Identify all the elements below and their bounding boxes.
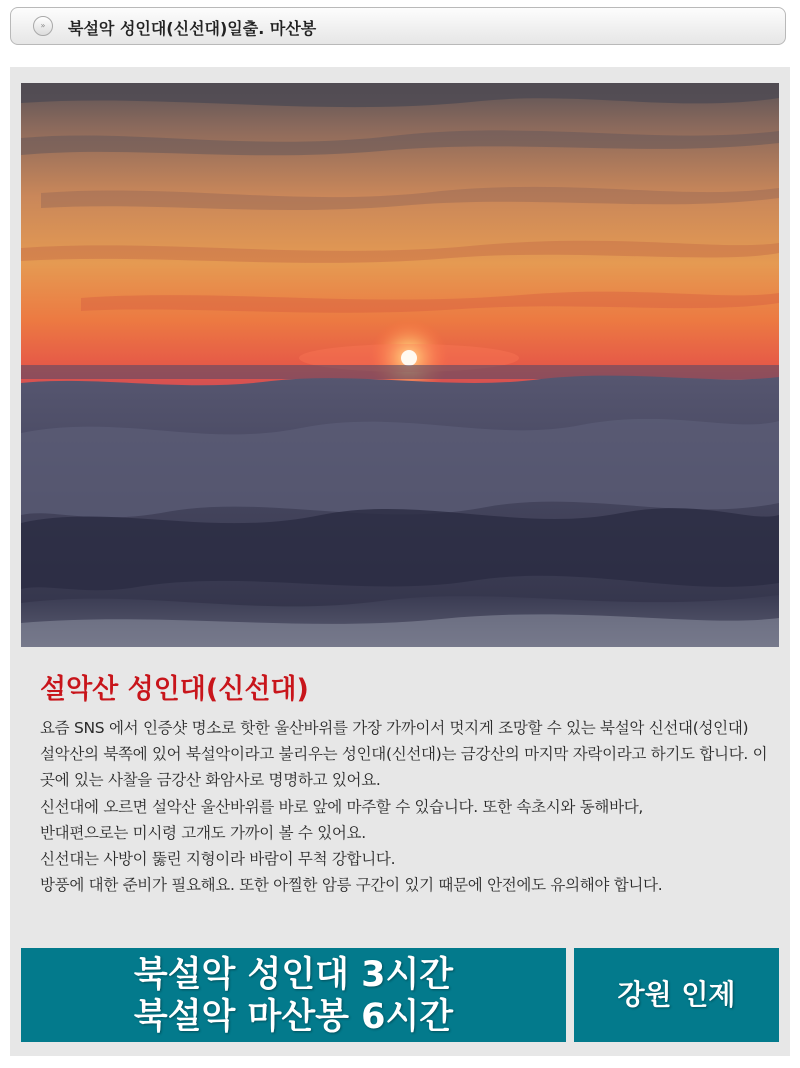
article-paragraph: 신선대는 사방이 뚫린 지형이라 바람이 무척 강합니다. bbox=[40, 850, 396, 869]
page-title: 북설악 성인대(신선대)일출. 마산봉 bbox=[68, 19, 317, 38]
article-heading: 설악산 성인대(신선대) bbox=[40, 674, 309, 705]
region-banner: 강원 인제 bbox=[574, 948, 779, 1042]
double-chevron-right-icon: » bbox=[33, 16, 53, 36]
article-paragraph: 요즘 SNS 에서 인증샷 명소로 핫한 울산바위를 가장 가까이서 멋지게 조망할 수 있는 북설악 신선대(성인대) bbox=[40, 719, 749, 737]
course-time-line-2: 북설악 마산봉 6시간 bbox=[133, 997, 454, 1037]
course-time-line-1: 북설악 성인대 3시간 bbox=[133, 955, 454, 995]
sunrise-photo bbox=[21, 83, 779, 647]
course-time-banner bbox=[21, 948, 566, 1042]
article-body bbox=[40, 715, 768, 898]
title-bar bbox=[10, 7, 786, 45]
article-paragraph: 방풍에 대한 준비가 필요해요. 또한 아찔한 암릉 구간이 있기 때문에 안전에도 유의해야 합니다. bbox=[40, 876, 663, 895]
article-paragraph: 반대편으로는 미시령 고개도 가까이 볼 수 있어요. bbox=[40, 823, 366, 842]
content-panel bbox=[10, 67, 790, 1056]
article-paragraph: 신선대에 오르면 설악산 울산바위를 바로 앞에 마주할 수 있습니다. 또한 속초시와 동해바다, bbox=[40, 797, 644, 816]
article-paragraph: 설악산의 북쪽에 있어 북설악이라고 불리우는 성인대(신선대)는 금강산의 마지막 자락이라고 하기도 합니다. 이곳에 있는 사찰을 금강산 화암사로 명명하고 있어요. bbox=[40, 745, 768, 790]
